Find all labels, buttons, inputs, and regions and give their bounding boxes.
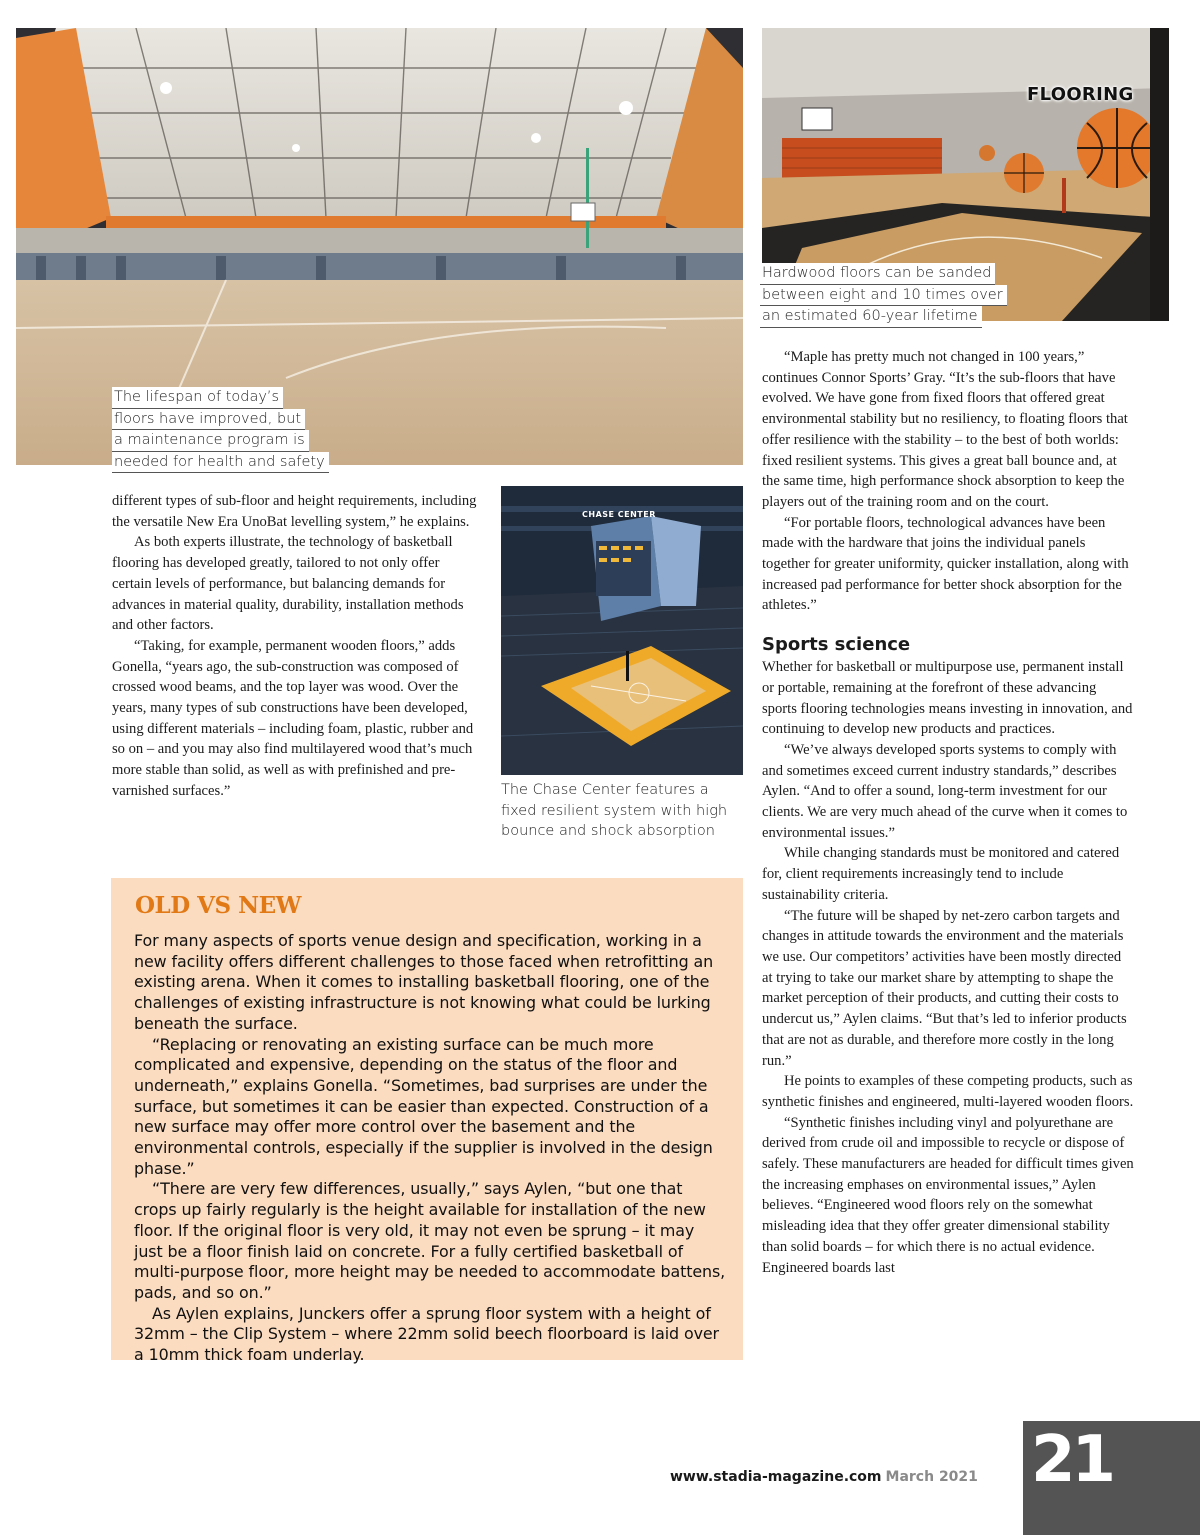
- body-paragraph: “We’ve always developed sports systems to comply with and sometimes exceed current industry standards,” describes Aylen. “And to offer a sound, long-term investment for our clients. We are very much ahead of the curve when it comes to environmental issues.”: [762, 741, 1128, 841]
- photo-caption-chase-center: [501, 780, 741, 842]
- body-paragraph: “For portable floors, technological advances have been made with the hardware that joins the individual panels together for greater uniformity, quicker installation, along with increased pad performance for better shock absorption for the athletes.”: [762, 514, 1129, 614]
- body-paragraph: Whether for basketball or multipurpose use, permanent install or portable, remaining at the forefront of these advancing sports flooring technologies means investing in innovation, and continuing to develop new products and practices.: [762, 659, 1133, 738]
- body-paragraph: As both experts illustrate, the technology of basketball flooring has developed greatly, tailored to not only offer certain levels of performance, but balancing demands for advances in material quality, durability, installation methods and other factors.: [112, 534, 464, 634]
- page-number: 21: [1031, 1423, 1113, 1497]
- body-paragraph: “Maple has pretty much not changed in 100 years,” continues Connor Sports’ Gray. “It’s the sub-floors that have evolved. We have gone from fixed floors that offered great environmental stability but no resiliency, to floating floors that offer resilience with the stability – to the best of both worlds: fixed resilient systems. This gives a great ball bounce and, at the same time, high performance shock absorption to keep the players out of the training room and on the court.: [762, 349, 1128, 510]
- box-paragraph: “Replacing or renovating an existing surface can be much more complicated and expensive, depending on the status of the floor and underneath,” explains Gonella. “Sometimes, bad surprises are under the surface, but sometimes it can be easier than expected. Construction of a new surface may offer more control over the basement and the environmental controls, especially if the supplier is involved in the design phase.”: [134, 1034, 713, 1178]
- left-column-text: [112, 491, 482, 802]
- caption-line: Hardwood floors can be sanded: [760, 263, 995, 285]
- box-title: OLD VS NEW: [135, 892, 302, 919]
- section-label: FLOORING: [1027, 84, 1134, 105]
- scoreboard-text: CHASE CENTER: [582, 510, 656, 519]
- body-paragraph: He points to examples of these competing products, such as synthetic finishes and engineered, multi-layered wooden floors.: [762, 1073, 1134, 1110]
- caption-line: The lifespan of today’s: [112, 387, 283, 409]
- body-paragraph: “The future will be shaped by net-zero carbon targets and changes in attitude towards the environment and the materials we use. Our competitors’ activities have been mostly directed at trying to take our market share by attempting to shape the market perception of their products, and cutting their costs to undercut us,” Aylen claims. “But that’s led to inferior products that are not as durable, and therefore more costly in the long run.”: [762, 907, 1127, 1069]
- body-paragraph: While changing standards must be monitored and catered for, client requirements increasingly tend to include sustainability criteria.: [762, 845, 1120, 903]
- chase-center-arena-photo: [501, 486, 743, 775]
- caption-line: between eight and 10 times over: [760, 285, 1007, 307]
- caption-line: The Chase Center features a: [501, 782, 709, 798]
- caption-line: an estimated 60-year lifetime: [760, 306, 982, 328]
- sports-science-heading: Sports science: [762, 634, 911, 656]
- body-paragraph: “Synthetic finishes including vinyl and polyurethane are derived from crude oil and impossible to recycle or dispose of safely. These manufacturers are headed for difficult times given the increasing emphases on environmental issues,” Aylen believes. “Engineered wood floors rely on the somewhat misleading idea that they offer greater dimensional stability than solid boards – for which there is no actual evidence. Engineered boards last: [762, 1114, 1134, 1276]
- right-column-text: [762, 347, 1134, 1278]
- caption-line: fixed resilient system with high: [501, 802, 728, 819]
- body-paragraph: “Taking, for example, permanent wooden floors,” adds Gonella, “years ago, the sub-construction was composed of crossed wood beams, and the top layer was wood. Over the years, many types of sub constructions have been developed, using different materials – including foam, plastic, rubber and so on – and you may also find multilayered wood that’s much more stable than solid, as well as with prefinished and pre-varnished surfaces.”: [112, 637, 474, 799]
- box-paragraph: As Aylen explains, Junckers offer a sprung floor system with a height of 32mm – the Clip System – where 22mm solid beech floorboard is laid over a 10mm thick foam underlay.: [134, 1303, 719, 1365]
- body-paragraph: different types of sub-floor and height requirements, including the versatile New Era UnoBat levelling system,” he explains.: [112, 493, 477, 530]
- photo-caption-lifespan: [112, 387, 329, 473]
- box-text: [134, 931, 726, 1366]
- box-paragraph: “There are very few differences, usually,” says Aylen, “but one that crops up fairly regularly is the height available for installation of the new floor. If the original floor is very old, it may not even be sprung – it may just be a floor finish laid on concrete. For a fully certified basketball of multi-purpose floor, more height may be needed to accommodate battens, pads, and so on.”: [134, 1179, 726, 1302]
- issue-month: March 2021: [885, 1469, 978, 1485]
- chase-center-arena-photo-icon: [501, 486, 743, 775]
- old-vs-new-box: [111, 878, 743, 1365]
- caption-line: floors have improved, but: [112, 409, 305, 431]
- website-url[interactable]: www.stadia-magazine.com: [670, 1469, 882, 1485]
- photo-caption-hardwood: [760, 263, 1007, 328]
- caption-line: needed for health and safety: [112, 452, 329, 474]
- footer: [670, 1469, 978, 1485]
- box-paragraph: For many aspects of sports venue design and specification, working in a new facility offers different challenges to those faced when retrofitting an existing arena. When it comes to installing basketball flooring, one of the challenges of existing infrastructure is not knowing what could be lurking beneath the surface.: [134, 931, 714, 1033]
- page-number-tab: [1023, 1421, 1200, 1535]
- caption-line: a maintenance program is: [112, 430, 309, 452]
- caption-line: bounce and shock absorption: [501, 823, 715, 839]
